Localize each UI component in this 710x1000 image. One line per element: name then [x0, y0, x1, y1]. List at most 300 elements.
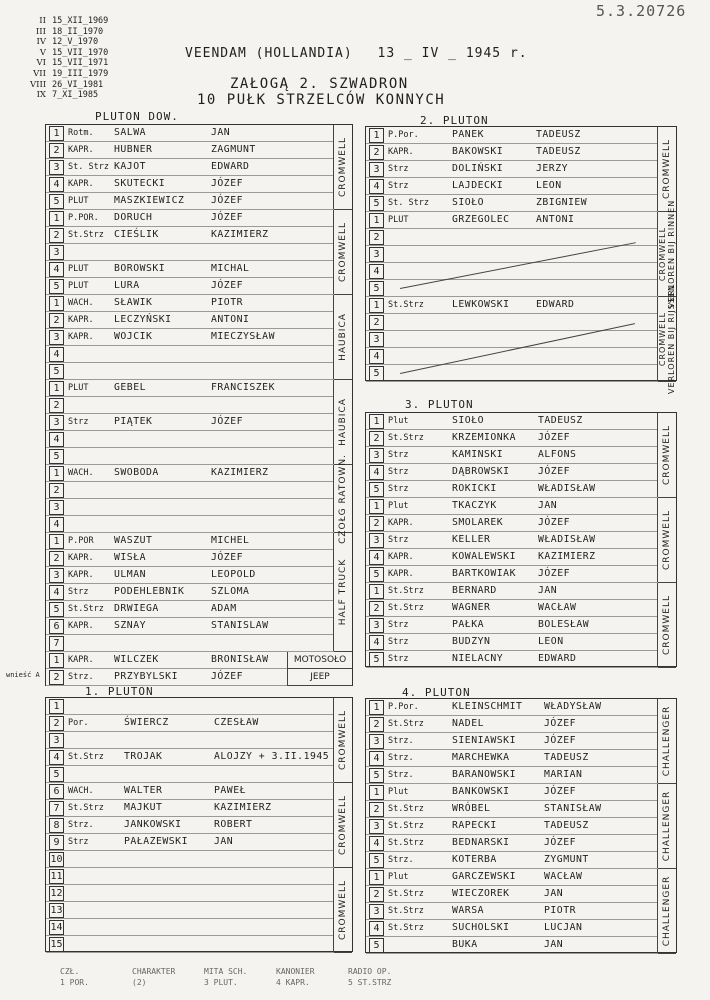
crew-rank: Strz: [388, 181, 409, 191]
crew-surname: GEBEL: [114, 382, 146, 393]
crew-surname: DRWIEGA: [114, 603, 159, 614]
crew-first-name: ANTONI: [211, 314, 250, 325]
crew-first-name: JERZY: [536, 163, 568, 174]
crew-row: [366, 835, 658, 852]
footer-codes-row: [60, 977, 420, 988]
crew-number: 7: [49, 801, 64, 816]
vehicle-column: [657, 699, 676, 783]
crew-first-name: JÓZEF: [211, 195, 243, 206]
crew-number: 4: [49, 517, 64, 532]
crew-surname: NIELACNY: [452, 653, 504, 664]
crew-number: 5: [49, 364, 64, 379]
crew-first-name: TADEUSZ: [536, 129, 581, 140]
crew-surname: KLEINSCHMIT: [452, 701, 523, 712]
crew-first-name: STANISLAW: [211, 620, 269, 631]
crew-surname: KOWALEWSKI: [452, 551, 516, 562]
crew-number: 3: [369, 819, 384, 834]
crew-rank: St.Strz: [388, 838, 424, 848]
crew-row: [46, 159, 334, 176]
crew-number: 5: [49, 279, 64, 294]
crew-surname: GARCZEWSKI: [452, 871, 516, 882]
crew-surname: PIĄTEK: [114, 416, 153, 427]
crew-surname: KAMINSKI: [452, 449, 504, 460]
crew-rank: St.Strz: [388, 889, 424, 899]
vehicle-column: [333, 698, 352, 782]
footer-label: KANONIER: [276, 967, 315, 976]
crew-surname: WALTER: [124, 785, 163, 796]
crew-row: [46, 397, 334, 414]
crew-number: 5: [49, 194, 64, 209]
crew-first-name: KAZIMIERZ: [211, 467, 269, 478]
crew-rank: P.POR.: [68, 213, 99, 223]
footer-code: 1 POR.: [60, 978, 89, 987]
crew-rank: St.Strz: [388, 603, 424, 613]
crew-row: [46, 380, 334, 397]
crew-rank: Plut: [388, 416, 409, 426]
crew-first-name: WŁADYSŁAW: [544, 701, 602, 712]
crew-row: [366, 464, 658, 481]
crew-row: [46, 902, 334, 919]
crew-rank: Plut: [388, 501, 409, 511]
crew-rank: Strz: [388, 164, 409, 174]
footer-code: 5 ST.STRZ: [348, 978, 392, 987]
vehicle-label: CHALLENGER: [662, 705, 672, 777]
crew-number: 1: [49, 211, 64, 226]
crew-group: [46, 210, 352, 295]
crew-rank: PLUT: [68, 264, 89, 274]
crew-first-name: JAN: [538, 585, 558, 596]
crew-row: [366, 852, 658, 869]
crew-first-name: MICHEL: [211, 535, 250, 546]
crew-rank: Strz: [68, 417, 89, 427]
crew-number: 4: [369, 635, 384, 650]
crew-rank: St.Strz: [388, 804, 424, 814]
crew-surname: PRZYBYLSKI: [114, 671, 178, 682]
vehicle-label: CROMWELL: [338, 879, 348, 941]
crew-row: [46, 919, 334, 936]
crew-row: [46, 834, 334, 851]
vehicle-column: [657, 284, 676, 394]
crew-row: [366, 634, 658, 651]
crew-rank: PLUT: [68, 196, 89, 206]
crew-surname: LAJDECKI: [452, 180, 504, 191]
crew-number: 1: [49, 699, 64, 714]
crew-row: [46, 715, 334, 732]
vehicle-label: CROMWELL: [662, 509, 672, 571]
vehicle-column: [333, 295, 352, 379]
crew-surname: PANEK: [452, 129, 484, 140]
crew-surname: WARSA: [452, 905, 484, 916]
vehicle-label: CROMWELL: [662, 424, 672, 486]
right-pluton2-table: [365, 126, 677, 394]
crew-rank: KAPR.: [68, 570, 94, 580]
crew-rank: St.Strz: [68, 604, 104, 614]
crew-surname: WILCZEK: [114, 654, 159, 665]
crew-row: [366, 733, 658, 750]
side-date-value: 12_V_1970: [52, 37, 99, 48]
crew-first-name: JÓZEF: [211, 416, 243, 427]
crew-number: 15: [50, 939, 63, 950]
crew-row: [366, 532, 658, 549]
side-date-row: [30, 48, 108, 59]
left-bottom-table: [45, 697, 353, 952]
side-dates-list: [30, 16, 108, 101]
crew-row: [46, 936, 334, 953]
side-date-row: [30, 27, 108, 38]
crew-first-name: TADEUSZ: [536, 146, 581, 157]
crew-number: 2: [369, 145, 384, 160]
crew-surname: GRZEGOLEC: [452, 214, 510, 225]
crew-group: [366, 784, 676, 869]
crew-rank: Rotm.: [68, 128, 94, 138]
crew-number: 4: [49, 432, 64, 447]
crew-row: [46, 550, 334, 567]
crew-rank: KAPR.: [68, 621, 94, 631]
crew-surname: SWOBODA: [114, 467, 159, 478]
crew-rank: WACH.: [68, 468, 94, 478]
side-date-value: 15_VII_1971: [52, 58, 109, 69]
crew-group: [46, 125, 352, 210]
crew-number: 1: [49, 534, 64, 549]
side-date-numeral: IV: [36, 37, 46, 48]
vehicle-label-line: VERLOREN BIJ RIJSSEN: [667, 284, 676, 394]
header-date: 13 _ IV _ 1945 r.: [377, 46, 528, 61]
crew-number: 3: [49, 568, 64, 583]
crew-row: [366, 600, 658, 617]
crew-number: 3: [369, 332, 384, 347]
crew-first-name: PIOTR: [544, 905, 576, 916]
crew-rank: KAPR.: [388, 518, 414, 528]
crew-number: 1: [49, 296, 64, 311]
crew-first-name: JAN: [214, 836, 234, 847]
side-date-numeral: II: [39, 16, 46, 26]
crew-row: [46, 210, 334, 227]
crew-surname: BEDNARSKI: [452, 837, 510, 848]
vehicle-column: [657, 869, 676, 953]
crew-row: [46, 431, 334, 448]
crew-rank: KAPR.: [388, 552, 414, 562]
crew-number: 4: [49, 177, 64, 192]
crew-row: [46, 669, 288, 686]
crew-row: [366, 144, 658, 161]
crew-first-name: MIECZYSŁAW: [211, 331, 275, 342]
crew-rank: St.Strz: [388, 433, 424, 443]
header-place: VEENDAM (HOLLANDIA): [185, 46, 353, 61]
document-number: 5.3.20726: [596, 2, 687, 20]
crew-surname: ULMAN: [114, 569, 146, 580]
side-date-value: 7_XI_1985: [52, 90, 99, 101]
crew-row: [366, 178, 658, 195]
right-pluton4-table: [365, 698, 677, 953]
crew-row: [46, 749, 334, 766]
crew-rank: St.Strz: [388, 300, 424, 310]
crew-number: 3: [49, 415, 64, 430]
crew-surname: HUBNER: [114, 144, 153, 155]
crew-row: [366, 767, 658, 784]
crew-surname: RAPECKI: [452, 820, 497, 831]
crew-row: [46, 193, 334, 210]
crew-first-name: ADAM: [211, 603, 237, 614]
crew-row: [46, 312, 334, 329]
crew-rank: Strz: [388, 450, 409, 460]
crew-surname: SUCHOLSKI: [452, 922, 510, 933]
crew-first-name: JÓZEF: [538, 432, 570, 443]
crew-row: [46, 482, 334, 499]
crew-first-name: PAWEŁ: [214, 785, 246, 796]
crew-number: 6: [49, 619, 64, 634]
crew-group: [366, 127, 676, 212]
crew-row: [46, 652, 288, 669]
crew-row: [366, 515, 658, 532]
crew-row: [46, 329, 334, 346]
crew-first-name: JAN: [538, 500, 558, 511]
crew-surname: SŁAWIK: [114, 297, 153, 308]
crew-row: [366, 784, 658, 801]
crew-rank: Strz.: [388, 855, 414, 865]
crew-first-name: LEOPOLD: [211, 569, 256, 580]
vehicle-column: [657, 583, 676, 667]
crew-row: [366, 651, 658, 668]
crew-group: [366, 413, 676, 498]
crew-surname: MASZKIEWICZ: [114, 195, 185, 206]
crew-row: [366, 348, 658, 365]
crew-surname: DORUCH: [114, 212, 153, 223]
crew-row: [46, 885, 334, 902]
title-line-1: ZAŁOGĄ 2. SZWADRON: [230, 76, 409, 92]
footer-label: MITA SCH.: [204, 967, 248, 976]
crew-rank: PLUT: [68, 281, 89, 291]
crew-number: 2: [49, 716, 64, 731]
crew-surname: WASZUT: [114, 535, 153, 546]
crew-group: [46, 783, 352, 868]
crew-number: 4: [369, 264, 384, 279]
crew-rank: Strz: [68, 587, 89, 597]
left-top-heading: PLUTON DOW.: [95, 110, 179, 123]
vehicle-column: [333, 868, 352, 952]
vehicle-label-line: CROMWELL: [658, 311, 667, 367]
crew-surname: WRÓBEL: [452, 803, 491, 814]
crew-row: [366, 818, 658, 835]
side-date-numeral: IX: [36, 90, 46, 101]
crew-surname: LECZYŃSKI: [114, 314, 172, 325]
crew-number: 12: [50, 888, 63, 899]
crew-number: 2: [369, 717, 384, 732]
crew-rank: Strz.: [388, 770, 414, 780]
crew-number: 1: [369, 700, 384, 715]
crew-row: [366, 246, 658, 263]
crew-row: [366, 920, 658, 937]
crew-first-name: ZAGMUNT: [211, 144, 256, 155]
crew-number: 4: [369, 550, 384, 565]
crew-first-name: ZYGMUNT: [544, 854, 589, 865]
crew-first-name: JAN: [211, 127, 231, 138]
crew-group: [366, 699, 676, 784]
crew-number: 3: [49, 500, 64, 515]
crew-number: 3: [369, 533, 384, 548]
side-date-value: 15_VII_1970: [52, 47, 109, 58]
footer-legend: [60, 966, 420, 988]
crew-row: [46, 346, 334, 363]
crew-first-name: ALOJZY + 3.II.1945: [214, 751, 330, 762]
crew-first-name: WŁADISŁAW: [538, 483, 596, 494]
crew-first-name: EDWARD: [536, 299, 575, 310]
crew-row: [46, 448, 334, 465]
crew-first-name: ALFONS: [538, 449, 577, 460]
crew-number: 3: [369, 162, 384, 177]
crew-first-name: TADEUSZ: [544, 820, 589, 831]
crew-first-name: SZLOMA: [211, 586, 250, 597]
crew-surname: BANKOWSKI: [452, 786, 510, 797]
crew-rank: Strz: [388, 484, 409, 494]
crew-number: 8: [49, 818, 64, 833]
crew-row: [366, 127, 658, 144]
crew-row: [366, 937, 658, 954]
crew-first-name: JÓZEF: [538, 568, 570, 579]
crew-row: [366, 617, 658, 634]
crew-first-name: MICHAL: [211, 263, 250, 274]
crew-first-name: JÓZEF: [544, 718, 576, 729]
crew-number: 3: [49, 160, 64, 175]
crew-row: [46, 465, 334, 482]
crew-rank: Strz.: [388, 753, 414, 763]
crew-first-name: CZESŁAW: [214, 717, 259, 728]
crew-group: [46, 380, 352, 465]
crew-row: [46, 817, 334, 834]
crew-row: [46, 295, 334, 312]
crew-row: [46, 868, 334, 885]
crew-rank: KAPR.: [68, 553, 94, 563]
crew-number: 2: [49, 313, 64, 328]
crew-number: 1: [49, 126, 64, 141]
crew-number: 5: [369, 567, 384, 582]
crew-first-name: STANISŁAW: [544, 803, 602, 814]
crew-surname: BAKOWSKI: [452, 146, 504, 157]
crew-number: 13: [50, 905, 63, 916]
crew-number: 4: [369, 179, 384, 194]
crew-number: 2: [49, 143, 64, 158]
crew-group: [46, 652, 352, 669]
crew-rank: St. Strz: [388, 198, 429, 208]
crew-first-name: JÓZEF: [211, 671, 243, 682]
crew-row: [46, 227, 334, 244]
crew-row: [46, 800, 334, 817]
crew-number: 2: [369, 516, 384, 531]
crew-surname: WIECZOREK: [452, 888, 510, 899]
side-note: wnieść A: [6, 671, 40, 679]
crew-surname: SIOŁO: [452, 415, 484, 426]
crew-row: [46, 783, 334, 800]
side-date-numeral: III: [35, 26, 46, 37]
crew-rank: Strz: [388, 654, 409, 664]
crew-rank: Strz: [388, 620, 409, 630]
crew-surname: KAJOT: [114, 161, 146, 172]
title-line-2: 10 PUŁK STRZELCÓW KONNYCH: [197, 92, 446, 108]
side-date-row: [30, 37, 108, 48]
vehicle-label: CROMWELL: [662, 594, 672, 656]
crew-rank: St.Strz: [388, 586, 424, 596]
vehicle-column: [333, 380, 352, 464]
crew-rank: KAPR.: [388, 147, 414, 157]
footer-label: CHARAKTER: [132, 967, 176, 976]
crew-number: 4: [49, 585, 64, 600]
side-date-row: [30, 90, 108, 101]
vehicle-label: CROMWELL: [662, 138, 672, 200]
crew-row: [46, 601, 334, 618]
crew-rank: St.Strz: [68, 803, 104, 813]
crew-rank: PLUT: [68, 383, 89, 393]
crew-first-name: LEON: [536, 180, 562, 191]
crew-row: [46, 244, 334, 261]
vehicle-column: [333, 453, 352, 544]
crew-surname: PAŁKA: [452, 619, 484, 630]
vehicle-column: [657, 784, 676, 868]
crew-first-name: JÓZEF: [538, 517, 570, 528]
footer-labels-row: [60, 966, 420, 977]
crew-first-name: KAZIMIERZ: [214, 802, 272, 813]
crew-first-name: WACŁAW: [538, 602, 577, 613]
document-header: [185, 46, 544, 61]
crew-first-name: FRANCISZEK: [211, 382, 275, 393]
crew-rank: Strz: [388, 467, 409, 477]
footer-code: 3 PLUT.: [204, 978, 238, 987]
crew-group: [46, 868, 352, 953]
crew-number: 3: [369, 448, 384, 463]
crew-number: 5: [369, 482, 384, 497]
crew-rank: St.Strz: [68, 752, 104, 762]
crew-row: [46, 698, 334, 715]
crew-row: [366, 447, 658, 464]
crew-number: 5: [49, 767, 64, 782]
crew-group: [366, 869, 676, 954]
crew-row: [46, 516, 334, 533]
crew-rank: Plut: [388, 787, 409, 797]
vehicle-column: [657, 413, 676, 497]
crew-rank: Strz: [68, 837, 89, 847]
crew-first-name: ANTONI: [536, 214, 575, 225]
crew-row: [366, 566, 658, 583]
vehicle-column: [333, 125, 352, 209]
crew-first-name: BOLESŁAW: [538, 619, 590, 630]
vehicle-column: [333, 783, 352, 867]
crew-surname: MAJKUT: [124, 802, 163, 813]
crew-surname: LEWKOWSKI: [452, 299, 510, 310]
crew-rank: P.Por.: [388, 702, 419, 712]
crew-rank: WACH.: [68, 298, 94, 308]
crew-row: [46, 567, 334, 584]
crew-first-name: WACŁAW: [544, 871, 583, 882]
crew-first-name: JÓZEF: [544, 735, 576, 746]
vehicle-label: [658, 284, 676, 394]
crew-first-name: JÓZEF: [211, 552, 243, 563]
crew-number: 5: [369, 768, 384, 783]
crew-number: 4: [49, 750, 64, 765]
crew-row: [46, 618, 334, 635]
crew-row: [366, 869, 658, 886]
crew-first-name: TADEUSZ: [544, 752, 589, 763]
crew-rank: Strz.: [68, 820, 94, 830]
crew-first-name: LEON: [538, 636, 564, 647]
crew-row: [46, 533, 334, 550]
right-heading-2: 2. PLUTON: [420, 114, 489, 127]
vehicle-label: CHALLENGER: [662, 875, 672, 947]
crew-number: 2: [49, 228, 64, 243]
crew-rank: St.Strz: [388, 821, 424, 831]
crew-number: 3: [49, 330, 64, 345]
crew-first-name: KAZIMIERZ: [211, 229, 269, 240]
side-date-numeral: VI: [36, 58, 46, 69]
crew-number: 5: [369, 366, 384, 381]
crew-group: [46, 295, 352, 380]
